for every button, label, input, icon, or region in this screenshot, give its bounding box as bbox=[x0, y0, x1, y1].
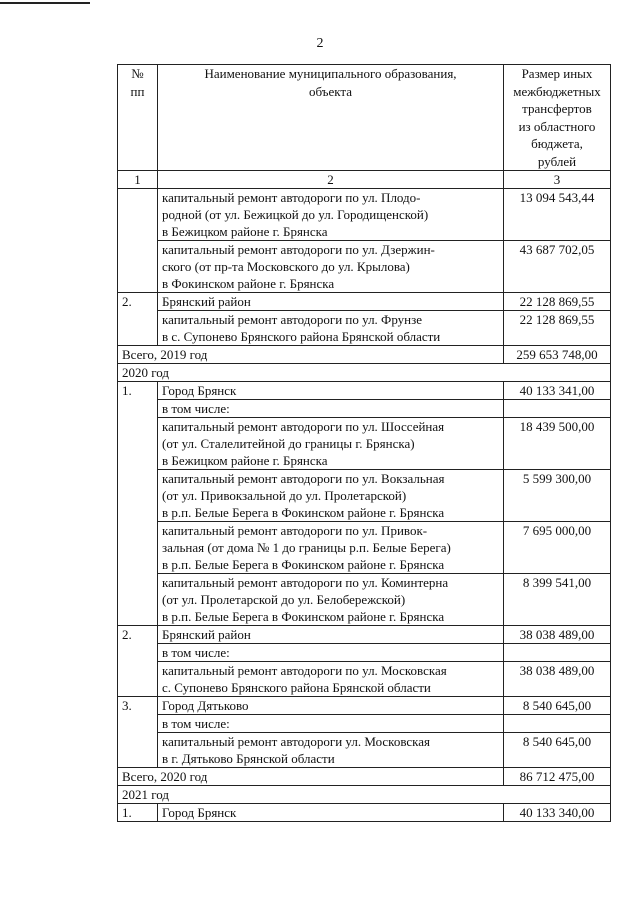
row-amount: 8 540 645,00 bbox=[504, 697, 611, 715]
column-number-row bbox=[118, 171, 611, 189]
table-row bbox=[118, 364, 611, 382]
row-number bbox=[118, 400, 158, 418]
top-rule bbox=[0, 2, 90, 4]
row-name: капитальный ремонт автодороги по ул. Шоссейная (от ул. Сталелитейной до границы г. Брянска) в Бежицком районе г. Брянска bbox=[158, 418, 504, 470]
row-amount bbox=[504, 644, 611, 662]
row-name: капитальный ремонт автодороги по ул. Фрунзе в с. Супонево Брянского района Брянской области bbox=[158, 311, 504, 346]
total-label: Всего, 2019 год bbox=[118, 346, 504, 364]
row-name: капитальный ремонт автодороги ул. Московская в г. Дятьково Брянской области bbox=[158, 733, 504, 768]
row-name: в том числе: bbox=[158, 400, 504, 418]
table-row bbox=[118, 626, 611, 644]
row-number bbox=[118, 189, 158, 241]
table-row bbox=[118, 715, 611, 733]
row-amount: 8 540 645,00 bbox=[504, 733, 611, 768]
row-number bbox=[118, 644, 158, 662]
row-amount: 18 439 500,00 bbox=[504, 418, 611, 470]
row-number bbox=[118, 311, 158, 346]
table-row bbox=[118, 574, 611, 626]
row-name: капитальный ремонт автодороги по ул. Дзержин- ского (от пр-та Московского до ул. Крылова) в Фокинском районе г. Брянска bbox=[158, 241, 504, 293]
header-number: № пп bbox=[118, 65, 158, 171]
table-row bbox=[118, 786, 611, 804]
table-row bbox=[118, 662, 611, 697]
row-name: Город Брянск bbox=[158, 382, 504, 400]
row-amount: 22 128 869,55 bbox=[504, 311, 611, 346]
row-number bbox=[118, 574, 158, 626]
year-heading: 2020 год bbox=[118, 364, 611, 382]
row-amount: 22 128 869,55 bbox=[504, 293, 611, 311]
row-name: капитальный ремонт автодороги по ул. Московская с. Супонево Брянского района Брянской области bbox=[158, 662, 504, 697]
row-number bbox=[118, 715, 158, 733]
row-amount: 5 599 300,00 bbox=[504, 470, 611, 522]
row-number: 3. bbox=[118, 697, 158, 715]
table-row bbox=[118, 382, 611, 400]
row-number bbox=[118, 418, 158, 470]
row-amount: 40 133 341,00 bbox=[504, 382, 611, 400]
table-row bbox=[118, 733, 611, 768]
table-row bbox=[118, 644, 611, 662]
row-number bbox=[118, 470, 158, 522]
row-amount: 38 038 489,00 bbox=[504, 662, 611, 697]
row-number bbox=[118, 522, 158, 574]
row-number: 2. bbox=[118, 626, 158, 644]
budget-transfers-table bbox=[117, 64, 611, 822]
header-amount: Размер иных межбюджетных трансфертов из областного бюджета, рублей bbox=[504, 65, 611, 171]
row-amount bbox=[504, 400, 611, 418]
column-number-1: 1 bbox=[118, 171, 158, 189]
row-amount: 8 399 541,00 bbox=[504, 574, 611, 626]
row-number: 1. bbox=[118, 382, 158, 400]
table-header-row bbox=[118, 65, 611, 171]
table-row bbox=[118, 768, 611, 786]
table-row bbox=[118, 241, 611, 293]
row-amount: 7 695 000,00 bbox=[504, 522, 611, 574]
table-row bbox=[118, 293, 611, 311]
row-name: капитальный ремонт автодороги по ул. Привок- зальная (от дома № 1 до границы р.п. Белые Берега) в р.п. Белые Берега в Фокинском районе г. Брянска bbox=[158, 522, 504, 574]
row-amount bbox=[504, 715, 611, 733]
row-number: 1. bbox=[118, 804, 158, 822]
row-number bbox=[118, 733, 158, 768]
table-row bbox=[118, 400, 611, 418]
row-number bbox=[118, 662, 158, 697]
row-name: капитальный ремонт автодороги по ул. Вокзальная (от ул. Привокзальной до ул. Пролетарской) в р.п. Белые Берега в Фокинском районе г. Брянска bbox=[158, 470, 504, 522]
row-amount: 43 687 702,05 bbox=[504, 241, 611, 293]
table-row bbox=[118, 346, 611, 364]
table-row bbox=[118, 804, 611, 822]
row-amount: 40 133 340,00 bbox=[504, 804, 611, 822]
table-row bbox=[118, 311, 611, 346]
total-label: Всего, 2020 год bbox=[118, 768, 504, 786]
year-heading: 2021 год bbox=[118, 786, 611, 804]
column-number-2: 2 bbox=[158, 171, 504, 189]
page-number: 2 bbox=[316, 36, 324, 51]
row-amount: 38 038 489,00 bbox=[504, 626, 611, 644]
row-name: в том числе: bbox=[158, 644, 504, 662]
total-amount: 259 653 748,00 bbox=[504, 346, 611, 364]
row-name: капитальный ремонт автодороги по ул. Коминтерна (от ул. Пролетарской до ул. Белобережской) в р.п. Белые Берега в Фокинском районе г. Брянска bbox=[158, 574, 504, 626]
table-row bbox=[118, 418, 611, 470]
row-name: Город Брянск bbox=[158, 804, 504, 822]
table-row bbox=[118, 189, 611, 241]
total-amount: 86 712 475,00 bbox=[504, 768, 611, 786]
row-name: Брянский район bbox=[158, 626, 504, 644]
table-row bbox=[118, 470, 611, 522]
row-number bbox=[118, 241, 158, 293]
row-amount: 13 094 543,44 bbox=[504, 189, 611, 241]
row-name: капитальный ремонт автодороги по ул. Плодо- родной (от ул. Бежицкой до ул. Городищенской) в Бежицком районе г. Брянска bbox=[158, 189, 504, 241]
row-name: Город Дятьково bbox=[158, 697, 504, 715]
header-name: Наименование муниципального образования, объекта bbox=[158, 65, 504, 171]
table-row bbox=[118, 697, 611, 715]
table-row bbox=[118, 522, 611, 574]
row-name: Брянский район bbox=[158, 293, 504, 311]
row-name: в том числе: bbox=[158, 715, 504, 733]
column-number-3: 3 bbox=[504, 171, 611, 189]
row-number: 2. bbox=[118, 293, 158, 311]
